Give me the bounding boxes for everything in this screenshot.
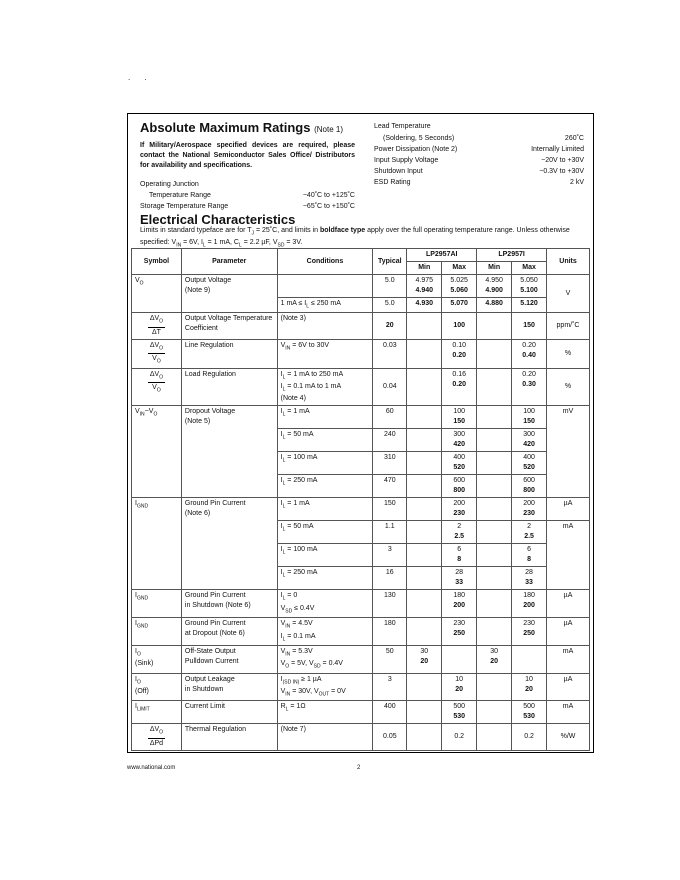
header-min: Min	[407, 262, 442, 275]
esd-label: ESD Rating	[374, 179, 411, 186]
military-note: If Military/Aerospace specified devices are required, please contact the National Semiconductor Sales Office/ Distributors for availability and specifications.	[140, 142, 355, 169]
abs-max-right	[374, 121, 584, 188]
table-row: 1 mA ≤ $I_L \le 250$ mA 5.0 4.930 5.070 4.880 5.120	[132, 298, 590, 313]
table-row: $I_L = 50$ mA 240 300 420 300 420	[132, 429, 590, 452]
temp-range-value: −40˚C to +125˚C	[302, 192, 355, 199]
table-row: $I_L = 100$ mA 310 400 520 400 520	[132, 452, 590, 475]
shutdown-label: Shutdown Input	[374, 168, 423, 175]
abs-max-left	[140, 120, 355, 212]
header-symbol: Symbol	[132, 249, 182, 275]
soldering-value: 260˚C	[564, 135, 584, 142]
supply-label: Input Supply Voltage	[374, 157, 439, 164]
ec-title: Electrical Characteristics	[140, 212, 296, 227]
table-row: $I_L = 100$ mA 3 6 8 6 8	[132, 544, 590, 567]
supply-value: −20V to +30V	[541, 157, 584, 164]
storage-label: Storage Temperature Range	[140, 203, 229, 210]
footer-page-number: 2	[357, 765, 361, 771]
header-typical: Typical	[373, 249, 407, 275]
lead-temp-label: Lead Temperature	[374, 123, 431, 130]
table-row: $\frac{\Delta V_O}{\text{ΔPd}}$ Thermal Regulation (Note 7) 0.05 0.2 0.2 %/W	[132, 724, 590, 750]
header-max: Max	[442, 262, 477, 275]
table-row: $I_{GND}$ Ground Pin Current in Shutdown (Note 6) $I_L = 0$ $V_{SD} \le 0.4V$ 130 180 200 180 200 µA	[132, 590, 590, 618]
table-row: $I_{GND}$ Ground Pin Current at Dropout (Note 6) $V_{IN} = 4.5V$ $I_L = 0.1$ mA 180 230 250 230 250 µA	[132, 618, 590, 646]
abs-max-title: Absolute Maximum Ratings (Note 1)	[140, 120, 343, 135]
header-max: Max	[512, 262, 547, 275]
ec-note: Limits in standard typeface are for $T_J$ = 25˚C, and limits in boldface type apply over the full operating temperature range. Unless otherwise specified: $V_{IN} = 6V$, $I_L = 1$ mA, $C_L = 2.2$ µF, $V_{SD} = 3V$.	[140, 227, 570, 249]
table-row: $I_O$ (Sink) Off-State Output Pulldown Current $V_{IN} = 5.3V$ $V_O = 5V$, $V_{SD} = 0.4V$ 50 30 20 30 20 mA	[132, 645, 590, 673]
shutdown-value: −0.3V to +30V	[539, 168, 584, 175]
table-row: $I_O$ (Off) Output Leakage in Shutdown $I_{(SD IN)} \ge 1$ µA $V_{IN} = 30V$, $V_{OUT} = 0V$ 3 10 20 10 20 µA	[132, 673, 590, 701]
header-units: Units	[547, 249, 590, 275]
footer-website: www.national.com	[127, 765, 176, 771]
header-min: Min	[477, 262, 512, 275]
ec-table	[131, 248, 590, 751]
esd-value: 2 kV	[569, 179, 584, 186]
table-row: $V_{IN}-V_O$ Dropout Voltage (Note 5) $I_L = 1$ mA 60 100 150 100 150 mV	[132, 406, 590, 429]
table-row: $I_L = 50$ mA 1.1 2 2.5 2 2.5 mA	[132, 521, 590, 544]
table-row: $V_O$ Output Voltage (Note 9) 5.0 4.975 4.940 5.025 5.060 4.950 4.900 5.050 5.100 V	[132, 275, 590, 298]
header-lp2957ai: LP2957AI	[407, 249, 477, 262]
corner-dots: . .	[128, 73, 153, 82]
header-lp2957i: LP2957I	[477, 249, 547, 262]
temp-range-label: Temperature Range	[149, 192, 211, 199]
table-row: $I_L = 250$ mA 16 28 33 28 33	[132, 567, 590, 590]
power-value: Internally Limited	[531, 146, 584, 153]
table-row: $\Delta V_O$ $V_O$ Line Regulation $V_{IN} = 6V$ to 30V 0.03 0.10 0.20 0.20 0.40 %	[132, 339, 590, 368]
power-label: Power Dissipation (Note 2)	[374, 146, 458, 153]
storage-value: −65˚C to +150˚C	[302, 203, 355, 210]
table-row: $I_L = 250$ mA 470 600 800 600 800	[132, 475, 590, 498]
op-junction-label: Operating Junction	[140, 181, 199, 188]
table-row: $I_{GND}$ Ground Pin Current (Note 6) $I_L = 1$ mA 150 200 230 200 230 µA	[132, 498, 590, 521]
header-conditions: Conditions	[277, 249, 373, 275]
header-parameter: Parameter	[181, 249, 277, 275]
table-row: $\Delta V_O$ $V_O$ Load Regulation $I_L = 1$ mA to 250 mA $I_L = 0.1$ mA to 1 mA (Note 4) 0.04 0.16 0.20 0.20 0.30 %	[132, 368, 590, 406]
soldering-label: (Soldering, 5 Seconds)	[383, 135, 455, 142]
table-row: $\frac{\Delta V_O}{\Delta T}$ Output Voltage Temperature Coefficient (Note 3) 20 100 150 ppm/˚C	[132, 313, 590, 339]
table-row: $I_{LIMIT}$ Current Limit $R_L = 1\Omega$ 400 500 530 500 530 mA	[132, 701, 590, 724]
